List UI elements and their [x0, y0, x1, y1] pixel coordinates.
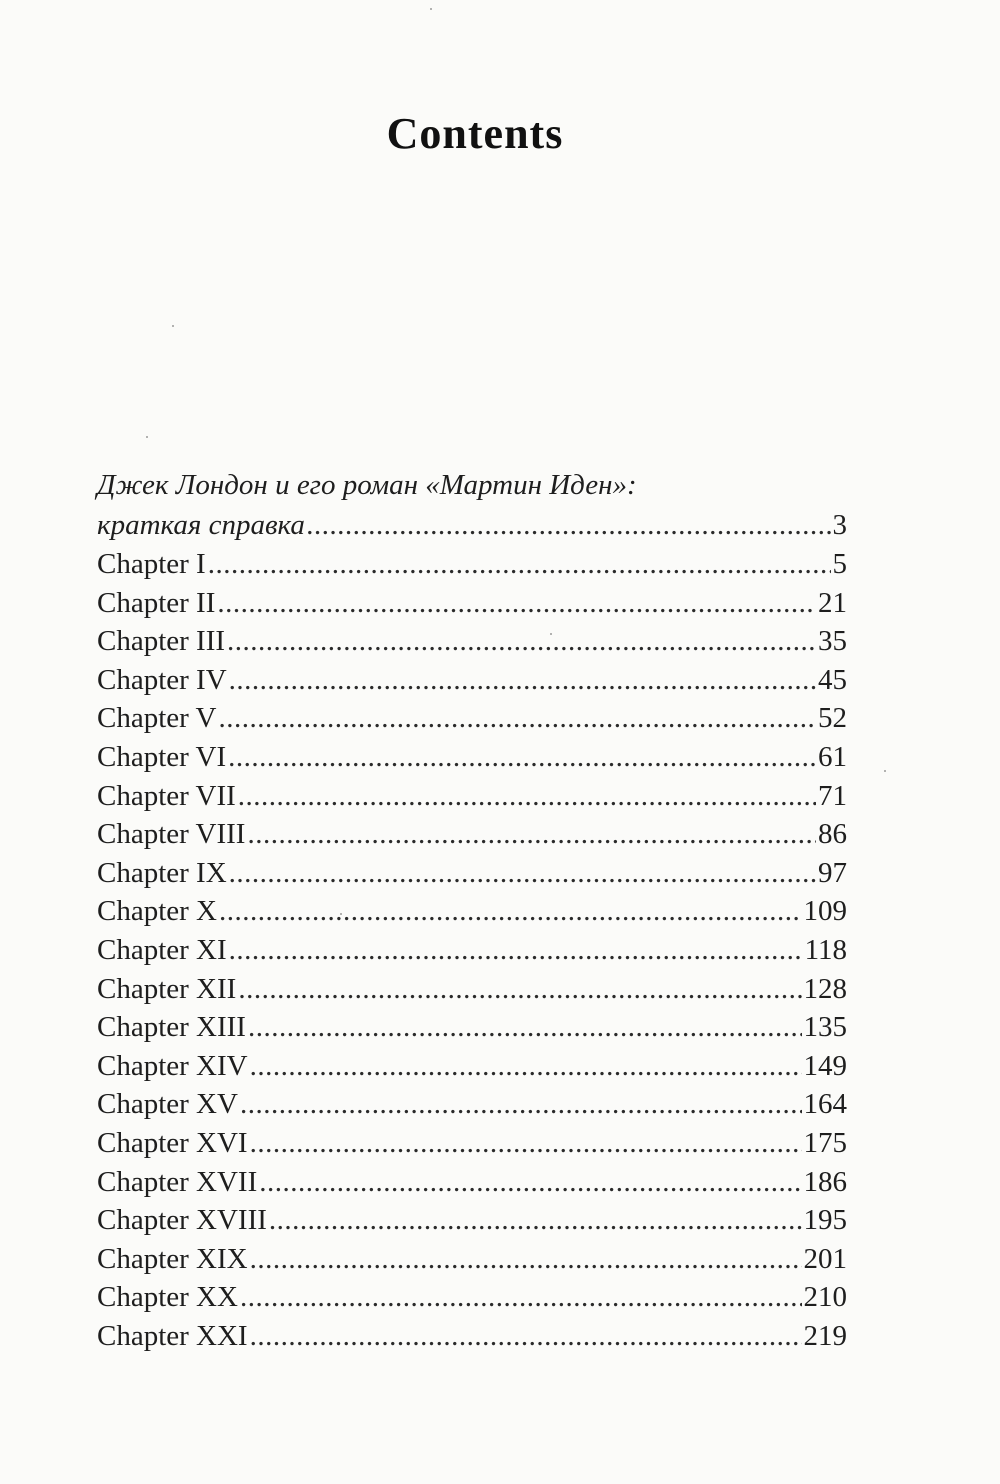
- dot-leader: [219, 892, 802, 931]
- toc-entry-page: 21: [818, 586, 847, 619]
- dot-leader: [250, 1124, 802, 1163]
- toc-entry-page: 210: [803, 1281, 847, 1314]
- toc-entry-label: Chapter VII: [97, 779, 236, 812]
- dot-leader: [240, 1085, 802, 1124]
- toc-entry-page: 3: [832, 509, 847, 541]
- dot-leader: [248, 1008, 802, 1047]
- toc-entry-label: Chapter XV: [97, 1088, 238, 1121]
- toc-entry-page: 118: [804, 933, 847, 966]
- toc-entry-label: Chapter XXI: [97, 1319, 248, 1352]
- toc-entry: [97, 1163, 847, 1202]
- toc-entry-label: Chapter VI: [97, 740, 227, 773]
- toc-entry-label: Chapter I: [97, 548, 206, 580]
- toc-entry: [97, 699, 847, 738]
- toc-entry: [97, 1278, 847, 1317]
- toc-entry-page: 61: [818, 740, 847, 773]
- scan-speck: [430, 8, 432, 10]
- dot-leader: [259, 1163, 801, 1202]
- toc-entry-page: 128: [803, 972, 847, 1005]
- toc-entry: [97, 1317, 847, 1356]
- scan-speck: [146, 436, 148, 438]
- table-of-contents: [97, 465, 847, 1355]
- toc-entry-label: Chapter IV: [97, 663, 227, 696]
- toc-entry: [97, 584, 847, 623]
- toc-entry-page: 201: [803, 1242, 847, 1275]
- page-title: Contents: [386, 109, 564, 158]
- dot-leader: [247, 815, 816, 854]
- toc-entry-label: Chapter XVII: [97, 1165, 258, 1198]
- dot-leader: [250, 1240, 802, 1279]
- toc-entry: [97, 892, 847, 931]
- toc-entry-label: Chapter II: [97, 586, 216, 619]
- toc-entry-page: 45: [818, 663, 847, 696]
- toc-entry: [97, 661, 847, 700]
- toc-entry-page: 52: [818, 702, 847, 735]
- dot-leader: [228, 738, 816, 777]
- dot-leader: [250, 1317, 802, 1356]
- toc-entry: [97, 777, 847, 816]
- dot-leader: [229, 854, 816, 893]
- toc-entry-page: 186: [803, 1165, 847, 1198]
- dot-leader: [218, 699, 816, 738]
- toc-entry: [97, 738, 847, 777]
- dot-leader: [238, 777, 816, 816]
- toc-entry: [97, 854, 847, 893]
- dot-leader: [227, 622, 816, 661]
- toc-entry-page: 135: [803, 1011, 847, 1044]
- scan-speck: [340, 913, 342, 915]
- toc-entry: [97, 622, 847, 661]
- toc-entry-page: 97: [818, 856, 847, 889]
- toc-entry-page: 109: [803, 895, 847, 928]
- dot-leader: [307, 505, 831, 545]
- intro-entry-title: Джек Лондон и его роман «Мартин Иден»:: [97, 469, 637, 501]
- toc-entry-page: 5: [832, 548, 847, 580]
- dot-leader: [269, 1201, 802, 1240]
- toc-entry-label: Chapter IX: [97, 856, 227, 889]
- toc-entry-label: Chapter VIII: [97, 818, 246, 851]
- toc-entry: [97, 1124, 847, 1163]
- scan-speck: [172, 325, 174, 327]
- dot-leader: [229, 661, 816, 700]
- toc-entry: [97, 1201, 847, 1240]
- toc-entry-label: краткая справка: [97, 509, 305, 541]
- toc-entry-label: Chapter X: [97, 895, 217, 928]
- toc-entry-label: Chapter XII: [97, 972, 237, 1005]
- toc-entry-label: Chapter XI: [97, 933, 227, 966]
- toc-entry-intro: [97, 505, 847, 545]
- toc-entry: [97, 1240, 847, 1279]
- toc-entry-label: Chapter XIX: [97, 1242, 248, 1275]
- toc-entry-page: 175: [803, 1126, 847, 1159]
- toc-entry: [97, 1047, 847, 1086]
- toc-entry-page: 71: [818, 779, 847, 812]
- toc-entry-page: 195: [803, 1204, 847, 1237]
- toc-entry: [97, 545, 847, 584]
- toc-entry-label: Chapter XVI: [97, 1126, 248, 1159]
- toc-entry-label: Chapter XVIII: [97, 1204, 267, 1237]
- toc-entry-label: Chapter XIV: [97, 1049, 248, 1082]
- toc-entry-page: 149: [803, 1049, 847, 1082]
- toc-entry-label: Chapter III: [97, 625, 226, 658]
- dot-leader: [240, 1278, 802, 1317]
- scan-speck: [550, 633, 552, 635]
- toc-entry: [97, 970, 847, 1009]
- toc-entry: [97, 815, 847, 854]
- toc-entry: [97, 1008, 847, 1047]
- toc-entry-page: 35: [818, 625, 847, 658]
- scan-speck: [884, 770, 886, 772]
- dot-leader: [229, 931, 803, 970]
- toc-entry-label: Chapter XIII: [97, 1011, 246, 1044]
- toc-entry-page: 219: [803, 1319, 847, 1352]
- toc-entry-page: 86: [818, 818, 847, 851]
- toc-entry-label: Chapter V: [97, 702, 217, 735]
- dot-leader: [208, 545, 831, 584]
- dot-leader: [217, 584, 816, 623]
- toc-entry: [97, 931, 847, 970]
- toc-entry: [97, 1085, 847, 1124]
- dot-leader: [250, 1047, 802, 1086]
- dot-leader: [238, 970, 801, 1009]
- toc-entry-label: Chapter XX: [97, 1281, 238, 1314]
- toc-entry-page: 164: [803, 1088, 847, 1121]
